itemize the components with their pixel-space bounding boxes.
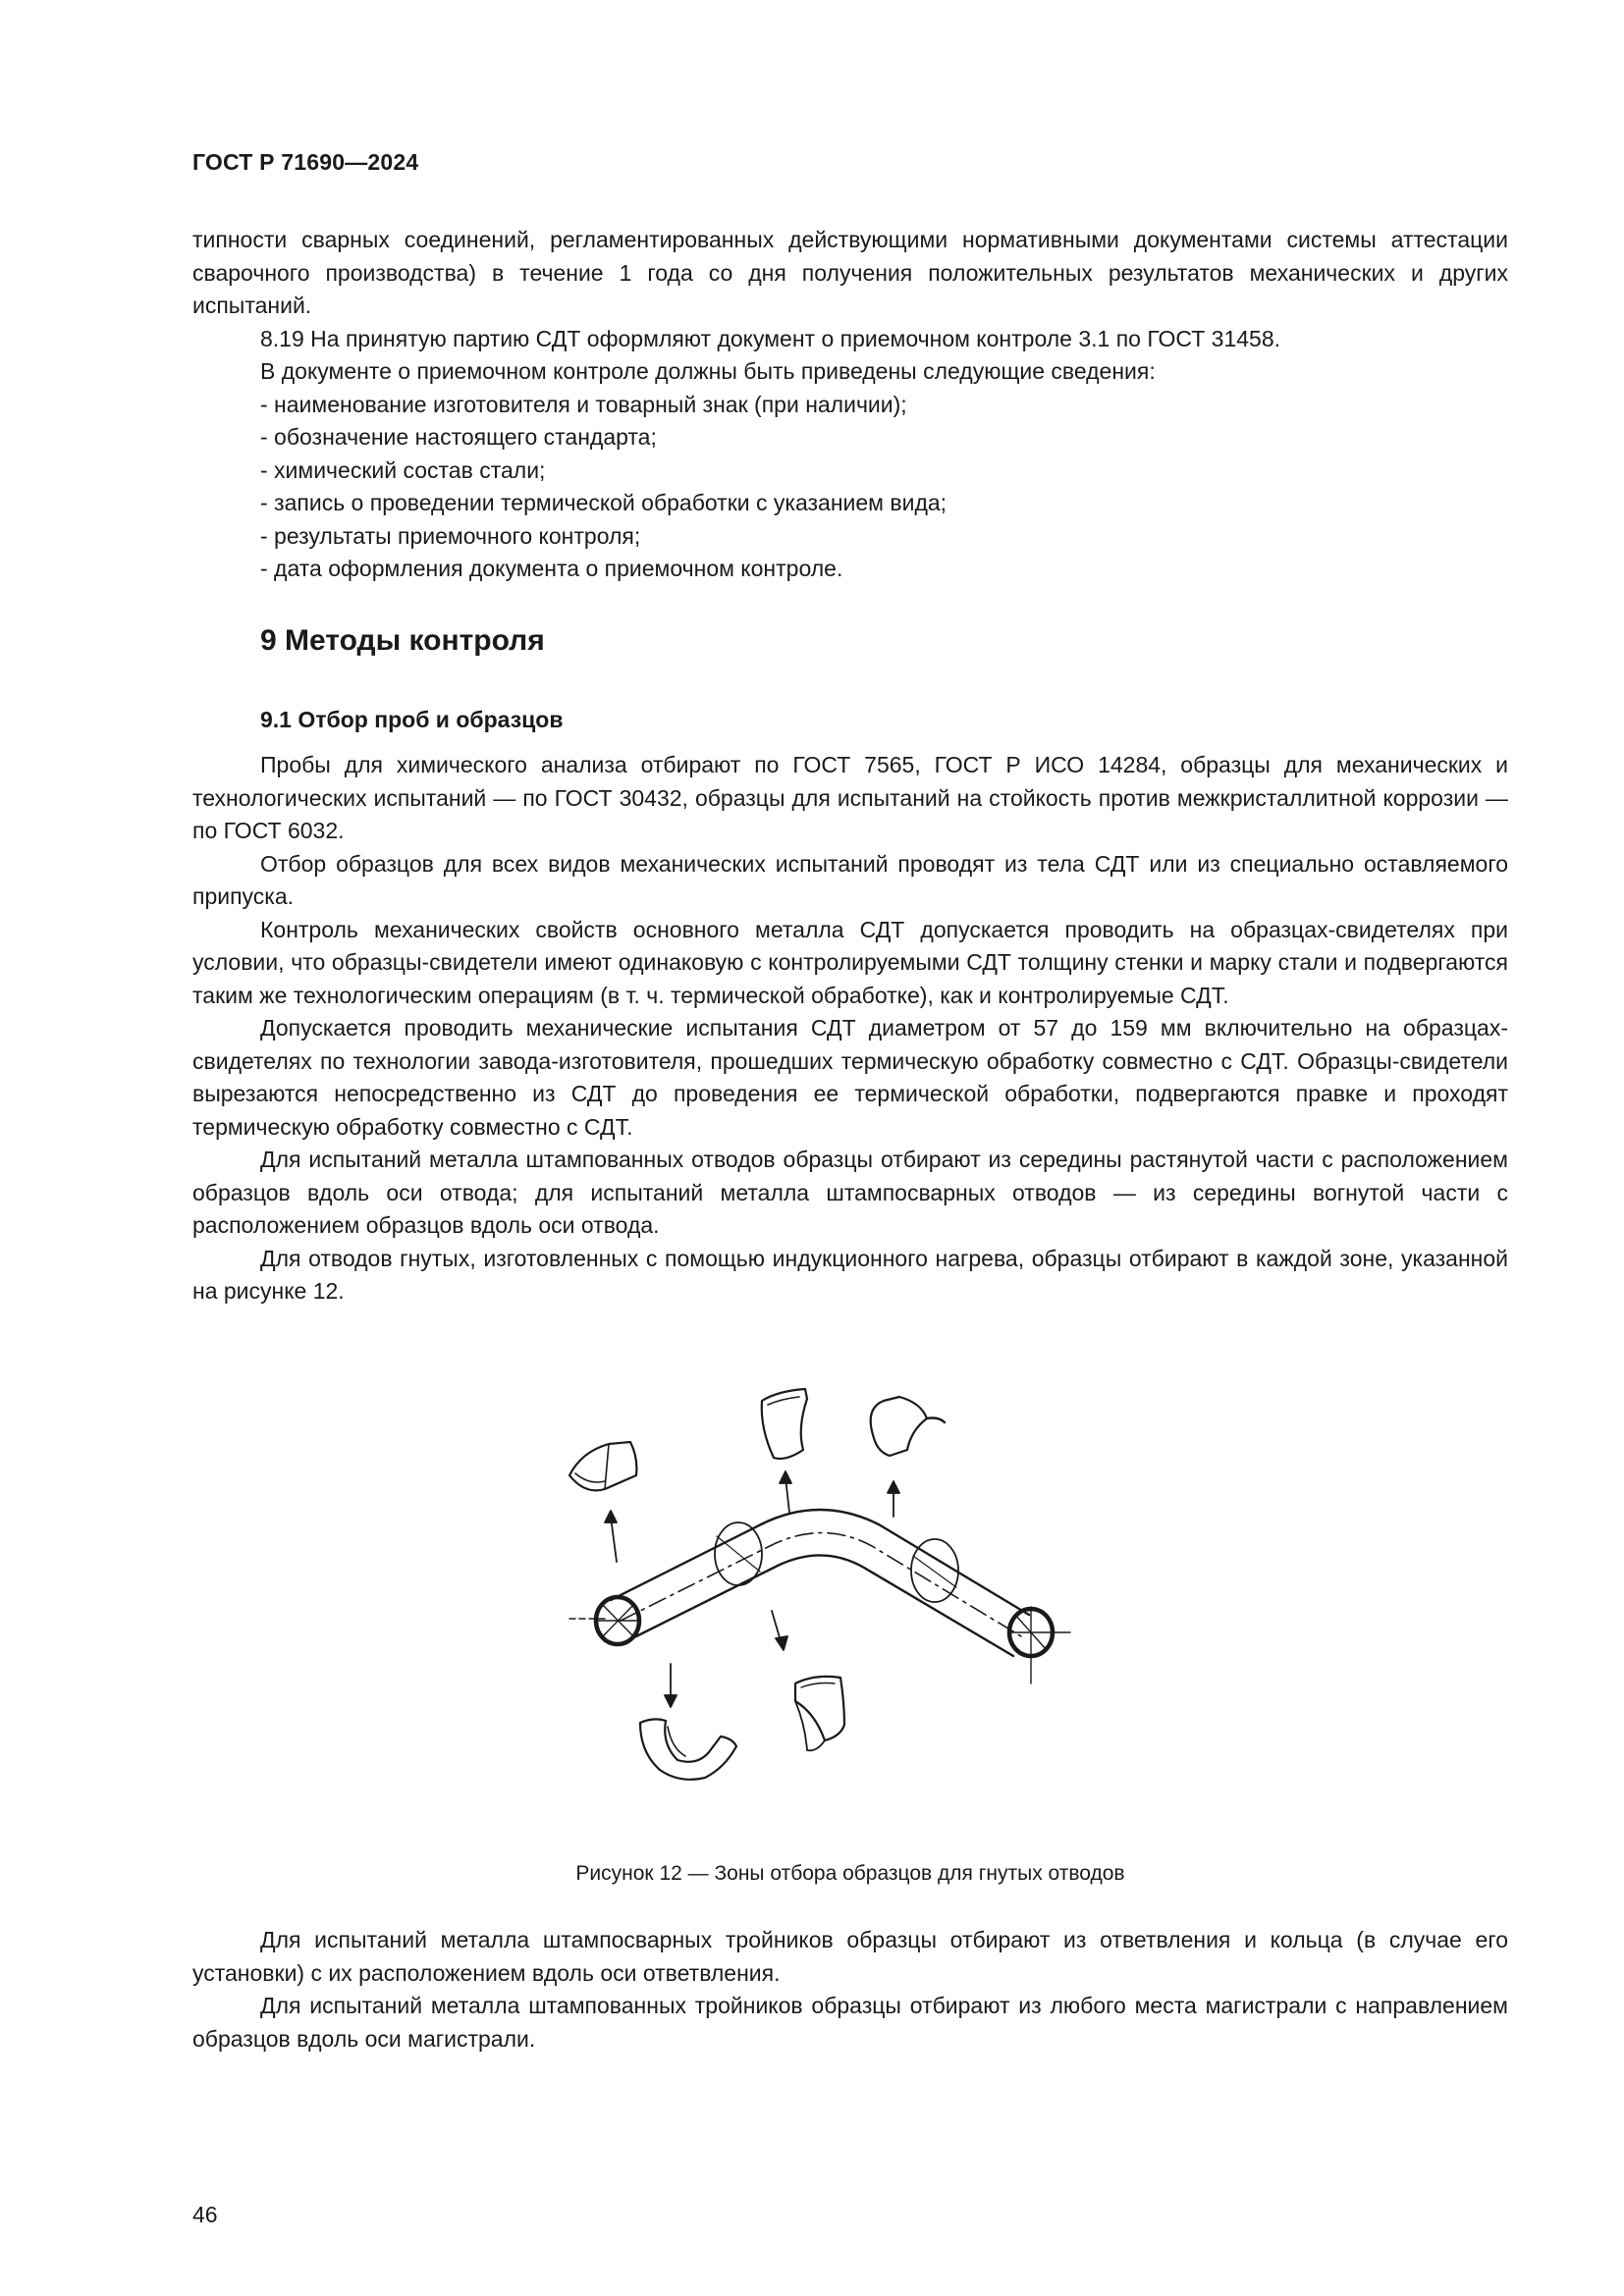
after-figure-text (192, 1924, 1508, 2056)
paragraph: Допускается проводить механические испытания СДТ диаметром от 57 до 159 мм включительно на образцах-свидетелях по технологии завода-изготовителя, прошедших термическую обработку совместно с СДТ. Образцы-свидетели вырезаются непосредственно из СДТ до проведения ее термической обработки, подвергаются правке и проходят термическую обработку совместно с СДТ. (192, 1015, 1508, 1140)
top-text-block (192, 224, 1508, 586)
specimen-bottom-middle (795, 1677, 844, 1750)
paragraph: Для отводов гнутых, изготовленных с помощью индукционного нагрева, образцы отбирают в каждой зоне, указанной на рисунке 12. (192, 1245, 1508, 1304)
pipe-right-end (1009, 1607, 1070, 1683)
list-intro: В документе о приемочном контроле должны быть приведены следующие сведения: (260, 358, 1156, 384)
paragraph: Для испытаний металла штампованных тройников образцы отбирают из любого места магистрали с направлением образцов вдоль оси магистрали. (192, 1993, 1508, 2052)
section-9-text (192, 749, 1508, 1308)
arrows (605, 1471, 899, 1707)
specimen-top-middle (762, 1389, 807, 1459)
list-item: - результаты приемочного контроля; (260, 522, 641, 549)
paragraph: Для испытаний металла штампованных отводов образцы отбирают из середины растянутой части с расположением образцов вдоль оси отвода; для испытаний металла штампосварных отводов — из середины вогнутой части с расположением образцов вдоль оси отвода. (192, 1147, 1508, 1238)
subsection-heading: 9.1 Отбор проб и образцов (260, 707, 564, 732)
specimen-bottom-left (640, 1719, 736, 1779)
specimen-top-right (871, 1397, 945, 1456)
figure-caption: Рисунок 12 — Зоны отбора образцов для гнутых отводов (575, 1862, 1125, 1885)
paragraph: Пробы для химического анализа отбирают по ГОСТ 7565, ГОСТ Р ИСО 14284, образцы для механических и технологических испытаний — по ГОСТ 30432, образцы для испытаний на стойкость против межкристаллитной коррозии — по ГОСТ 6032. (192, 752, 1508, 843)
clause-8-19: 8.19 На принятую партию СДТ оформляют документ о приемочном контроле 3.1 по ГОСТ 31458. (260, 325, 1281, 351)
page-number: 46 (192, 2202, 218, 2227)
section-heading: 9 Методы контроля (260, 624, 545, 657)
paragraph: Контроль механических свойств основного металла СДТ допускается проводить на образцах-свидетелях при условии, что образцы-свидетели имеют одинаковую с контролируемыми СДТ толщину стенки и марку стали и подвергаются таким же технологическим операциям (в т. ч. термической обработке), как и контролируемые СДТ. (192, 916, 1508, 1008)
list-item: - наименование изготовителя и товарный знак (при наличии); (260, 391, 907, 417)
pipe-left-end (569, 1597, 639, 1644)
list-item: - запись о проведении термической обработки с указанием вида; (260, 490, 947, 515)
pipe-body (593, 1510, 1060, 1656)
list-item: - дата оформления документа о приемочном контроле. (260, 556, 843, 581)
list-item: - химический состав стали; (260, 456, 546, 483)
continuation-paragraph: типности сварных соединений, регламентированных действующими нормативными документами системы аттестации сварочного производства) в течение 1 года со дня получения положительных результатов механических и других испытаний. (192, 227, 1508, 318)
bent-pipe-figure (550, 1379, 1178, 1816)
paragraph: Отбор образцов для всех видов механических испытаний проводят из тела СДТ или из специально оставляемого припуска. (192, 850, 1508, 909)
list-item: - обозначение настоящего стандарта; (260, 424, 657, 450)
paragraph: Для испытаний металла штампосварных тройников образцы отбирают из ответвления и кольца (в случае его установки) с их расположением вдоль оси ответвления. (192, 1927, 1508, 1986)
specimen-top-left (569, 1442, 636, 1490)
document-header: ГОСТ Р 71690—2024 (192, 149, 419, 175)
